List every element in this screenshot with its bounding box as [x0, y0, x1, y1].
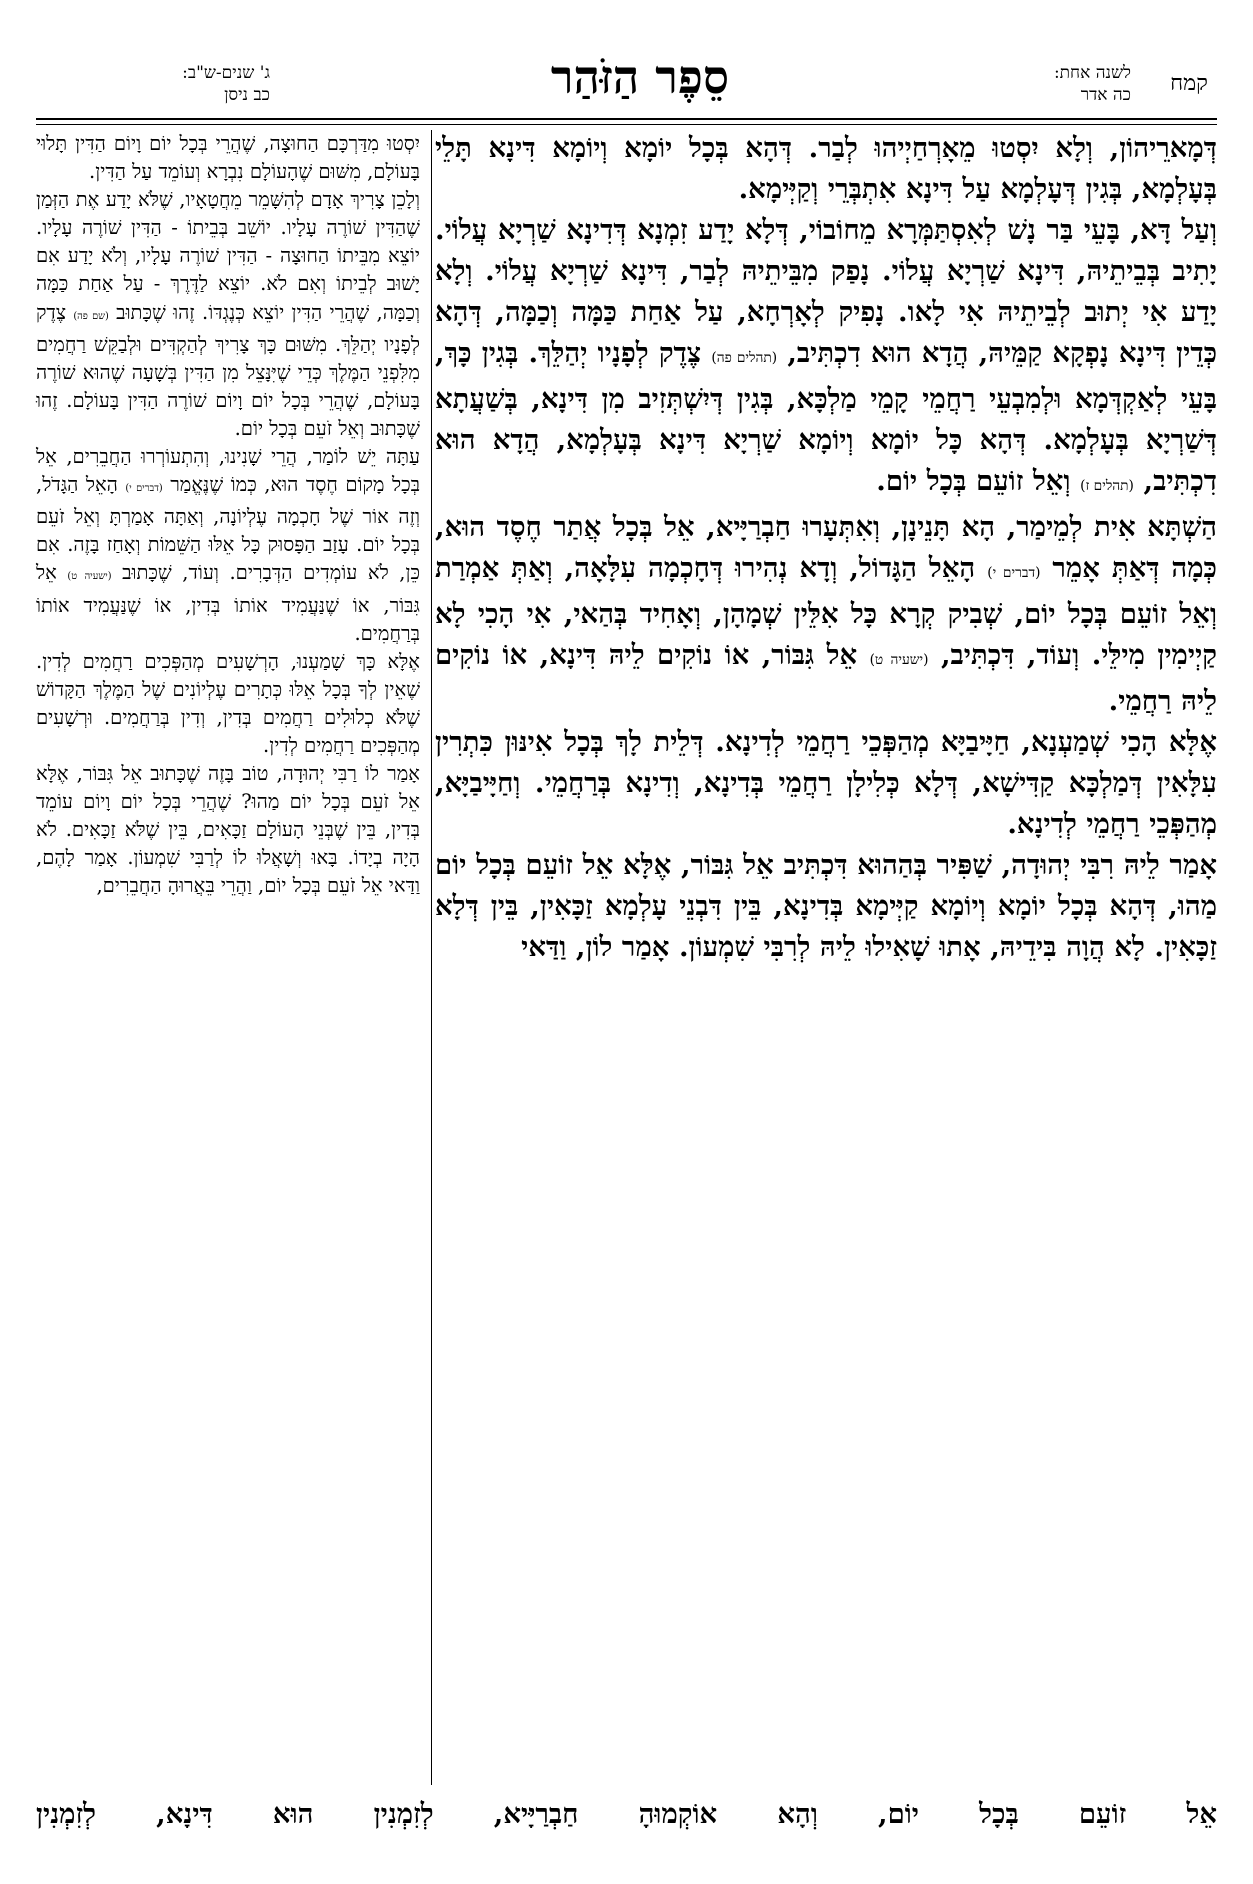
hebrew-p3-text: עַתָּה יֵשׁ לוֹמַר, הֲרֵי שָׁנִינוּ, וְהִתְעוֹרְרוּ הַחֲבֵרִים, אֵל בְּכָל מָקוֹם חֶסֶד הוּא, כְּמוֹ שֶׁנֶּאֱמַר [36, 445, 420, 497]
header-rule [36, 118, 1217, 120]
aramaic-paragraph-1: דְּמָארֵיהוֹן, וְלָא יִסְטוּ מֵאָרְחַיְיהוּ לְבַר. דְּהָא בְּכָל יוֹמָא וְיוֹמָא דִּינָא תָּלֵי בְּעָלְמָא, בְּגִין דְּעָלְמָא עַל דִּינָא אִתְבְּרֵי וְקַיְּימָא. [435, 132, 1217, 205]
hebrew-p3c-text: אֵל גִּבּוֹר, אוֹ שֶׁנַּעֲמִיד אוֹתוֹ בְּדִין, אוֹ שֶׁנַּעֲמִיד אוֹתוֹ בְּרַחֲמִים. [36, 561, 420, 645]
hebrew-p2b-text: צֶדֶק לְפָנָיו יְהַלֵּךְ. מִשּׁוּם כָּךְ צָרִיךְ לְהַקְדִּים וּלְבַקֵּשׁ רַחֲמִים מִלִּפְנֵי הַמֶּלֶךְ כְּדֵי שֶׁיִּנָּצֵל מִן הַדִּין בְּשָׁעָה שֶׁהוּא שׁוֹרֶה בָּעוֹלָם, שֶׁהֲרֵי בְּכָל יוֹם וָיוֹם שׁוֹרֶה הַדִּין בָּעוֹלָם. זֶהוּ שֶׁכָּתוּב וְאֵל זֹעֵם בְּכָל יוֹם. [36, 300, 420, 440]
book-title: סֵפֶר הַזֹּהַר [550, 50, 730, 104]
column-divider [431, 130, 432, 1785]
schedule-line1: ג' שנים-ש"ב: [182, 63, 270, 83]
study-cycle-line1: לשנה אחת: [1053, 63, 1131, 83]
aramaic-p2c-text: וְאֵל זוֹעֵם בְּכָל יוֹם. [876, 465, 1071, 497]
aramaic-paragraph-4: אֶלָּא הָכִי שְׁמַעְנָא, חַיָּיבַיָּא מְהַפְּכֵי רַחֲמֵי לְדִינָא. דְּלֵית לָךְ בְּכָל אִינּוּן כִּתְרִין עִלָּאִין דְּמַלְכָּא קַדִּישָׁא, דְּלָא כְּלִילָן רַחֲמֵי בְּדִינָא, וְדִינָא בְּרַחֲמֵי. וְחַיָּיבַיָּא, מְהַפְּכֵי רַחֲמֵי לְדִינָא. [435, 726, 1217, 840]
aramaic-paragraph-3 [435, 507, 1217, 722]
source-ref: (תהלים ז) [1080, 478, 1134, 494]
header-rule-thin [36, 124, 1217, 125]
source-ref: (דברים י) [125, 483, 163, 495]
aramaic-p3c-text: אֵל גִּבּוֹר, אוֹ נוֹקִים לֵיהּ דִּינָא, אוֹ נוֹקִים לֵיהּ רַחֲמֵי. [435, 639, 1217, 717]
aramaic-p3-text: הַשְׁתָּא אִית לְמֵימַר, הָא תָּנֵינָן, וְאִתְּעָרוּ חַבְרַיָּיא, אֵל בְּכָל אֲתַר חֶסֶד הוּא, כְּמָה דְּאַתְּ אָמֵר [435, 511, 1217, 584]
aramaic-column [435, 128, 1217, 968]
hebrew-paragraph-4: אֶלָּא כָּךְ שָׁמַעְנוּ, הָרְשָׁעִים מְהַפְּכִים רַחֲמִים לְדִין. שֶׁאֵין לְךָ בְּכָל אֵלּוּ כְּתָרִים עֶלְיוֹנִים שֶׁל הַמֶּלֶךְ הַקָּדוֹשׁ שֶׁלֹּא כְלוּלִים רַחֲמִים בְּדִין, וְדִין בְּרַחֲמִים. וּרְשָׁעִים מְהַפְּכִים רַחֲמִים לְדִין. [36, 649, 420, 757]
source-ref: (ישעיה ט) [67, 571, 112, 583]
hebrew-paragraph-1: יִסְטוּ מִדַּרְכָּם הַחוּצָה, שֶׁהֲרֵי בְּכָל יוֹם וָיוֹם הַדִּין תָּלוּי בָּעוֹלָם, מִשּׁוּם שֶׁהָעוֹלָם נִבְרָא וְעוֹמֵד עַל הַדִּין. [36, 132, 420, 184]
aramaic-p2b-text: צֶדֶק לְפָנָיו יְהַלֵּךְ. בְּגִין כָּךְ, בָּעֵי לְאַקְדְּמָא וּלְמִבְעֵי רַחֲמֵי קָמֵי מַלְכָּא, בְּגִין דְּיִשְׁתְּזִיב מִן דִּינָא, בְּשַׁעֲתָא דְּשַׁרְיָא בְּעָלְמָא. דְּהָא כָּל יוֹמָא וְיוֹמָא שַׁרְיָא דִּינָא בְּעָלְמָא, הֲדָא הוּא דִכְתִּיב, [435, 337, 1217, 497]
source-ref: (תהלים פה) [711, 350, 778, 366]
aramaic-p2-text: וְעַל דָּא, בָּעֵי בַּר נָשׁ לְאִסְתַּמְּרָא מֵחוֹבוֹי, דְּלָא יָדַע זִמְנָא דְּדִינָא שַׁרְיָא עֲלוֹי. יָתִיב בְּבֵיתֵיהּ, דִּינָא שַׁרְיָא עֲלוֹי. נָפַק מִבֵּיתֵיהּ לְבַר, דִּינָא שַׁרְיָא עֲלוֹי. וְלָא יָדַע אִי יְתוּב לְבֵיתֵיהּ אִי לָאו. נָפִיק לְאָרְחָא, עַל אַחַת כַּמָּה וְכַמָּה, דְּהָא כְּדֵין דִּינָא נָפְקָא קַמֵּיהּ, הֲדָא הוּא דִכְתִּיב, [435, 214, 1218, 369]
bottom-continuation-line: אֵל זוֹעֵם בְּכָל יוֹם, וְהָא אוֹקְמוּהָ חַבְרַיָּיא, לְזִמְנִין הוּא דִּינָא, לְזִמְנִין [36, 1798, 1217, 1830]
schedule-line2: כב ניסן [224, 85, 270, 105]
source-ref: (דברים י) [987, 565, 1041, 581]
page-number: קמח [1170, 71, 1208, 96]
aramaic-paragraph-2 [435, 210, 1217, 507]
hebrew-paragraph-3 [36, 443, 420, 648]
aramaic-paragraph-5: אָמַר לֵיהּ רִבִּי יְהוּדָה, שַׁפִּיר בְּהַהוּא דִּכְתִּיב אֵל גִּבּוֹר, אֶלָּא אֵל זוֹעֵם בְּכָל יוֹם מַהוּ, דְּהָא בְּכָל יוֹמָא וְיוֹמָא קַיְּימָא בְּדִינָא, בֵּין דִּבְנֵי עָלְמָא זַכָּאִין, בֵּין דְּלָא זַכָּאִין. לָא הֲוָה בִּידֵיהּ, אָתוּ שָׁאִילוּ לֵיהּ לְרִבִּי שִׁמְעוֹן. אָמַר לוֹן, וַדַּאי [435, 849, 1217, 963]
hebrew-column [36, 130, 420, 901]
study-cycle-line2: כה אדר [1080, 85, 1131, 105]
study-schedule-label [40, 62, 270, 132]
hebrew-paragraph-2 [36, 186, 420, 443]
source-ref: (שם פה) [73, 310, 109, 322]
hebrew-paragraph-5: אָמַר לוֹ רַבִּי יְהוּדָה, טוֹב בָּזֶה שֶׁכָּתוּב אֵל גִּבּוֹר, אֶלָּא אֵל זֹעֵם בְּכָל יוֹם מַהוּ? שֶׁהֲרֵי בְּכָל יוֹם וָיוֹם עוֹמֵד בְּדִין, בֵּין שֶׁבְּנֵי הָעוֹלָם זַכָּאִים, בֵּין שֶׁלֹּא זַכָּאִים. לֹא הָיָה בְיָדוֹ. בָּאוּ וְשָׁאֲלוּ לוֹ לְרַבִּי שִׁמְעוֹן. אָמַר לָהֶם, וַדַּאי אֵל זֹעֵם בְּכָל יוֹם, וַהֲרֵי בֵּאֲרוּהָ הַחֲבֵרִים, [36, 762, 420, 898]
aramaic-p3b-text: הָאֵל הַגָּדוֹל, וְדָא נְהִירוּ דְּחָכְמָה עִלָּאָה, וְאַתְּ אַמְרַת וְאֵל זוֹעֵם בְּכָל יוֹם, שְׁבִיק קְרָא כָּל אִלֵּין שְׁמָהָן, וְאָחִיד בְּהַאי, אִי הָכִי לָא קַיְימִין מִילֵּי. וְעוֹד, דִּכְתִּיב, [435, 552, 1218, 671]
source-ref: (ישעיה ט) [869, 652, 929, 668]
study-cycle-label [961, 62, 1131, 132]
hebrew-p2-text: וְלָכֵן צָרִיךְ אָדָם לְהִשָּׁמֵר מֵחֲטָאָיו, שֶׁלֹּא יָדַע אֶת הַזְּמַן שֶׁהַדִּין שׁוֹרֶה עָלָיו. יוֹשֵׁב בְּבֵיתוֹ - הַדִּין שׁוֹרֶה עָלָיו. יוֹצֵא מִבֵּיתוֹ הַחוּצָה - הַדִּין שׁוֹרֶה עָלָיו, וְלֹא יָדַע אִם יָשׁוּב לְבֵיתוֹ וְאִם לֹא. יוֹצֵא לַדֶּרֶךְ - עַל אַחַת כַּמָּה וְכַמָּה, שֶׁהֲרֵי הַדִּין יוֹצֵא כְּנֶגְדּוֹ. זֶהוּ שֶׁכָּתוּב [36, 188, 421, 324]
hebrew-p3b-text: הָאֵל הַגָּדֹל, וְזֶה אוֹר שֶׁל חָכְמָה עֶלְיוֹנָה, וְאַתָּה אָמַרְתָּ וְאֵל זֹעֵם בְּכָל יוֹם. עָזַב הַפָּסוּק כָּל אֵלּוּ הַשֵּׁמוֹת וְאָחַז בָּזֶה. אִם כֵּן, לֹא עוֹמְדִים הַדְּבָרִים. וְעוֹד, שֶׁכָּתוּב [36, 473, 420, 585]
